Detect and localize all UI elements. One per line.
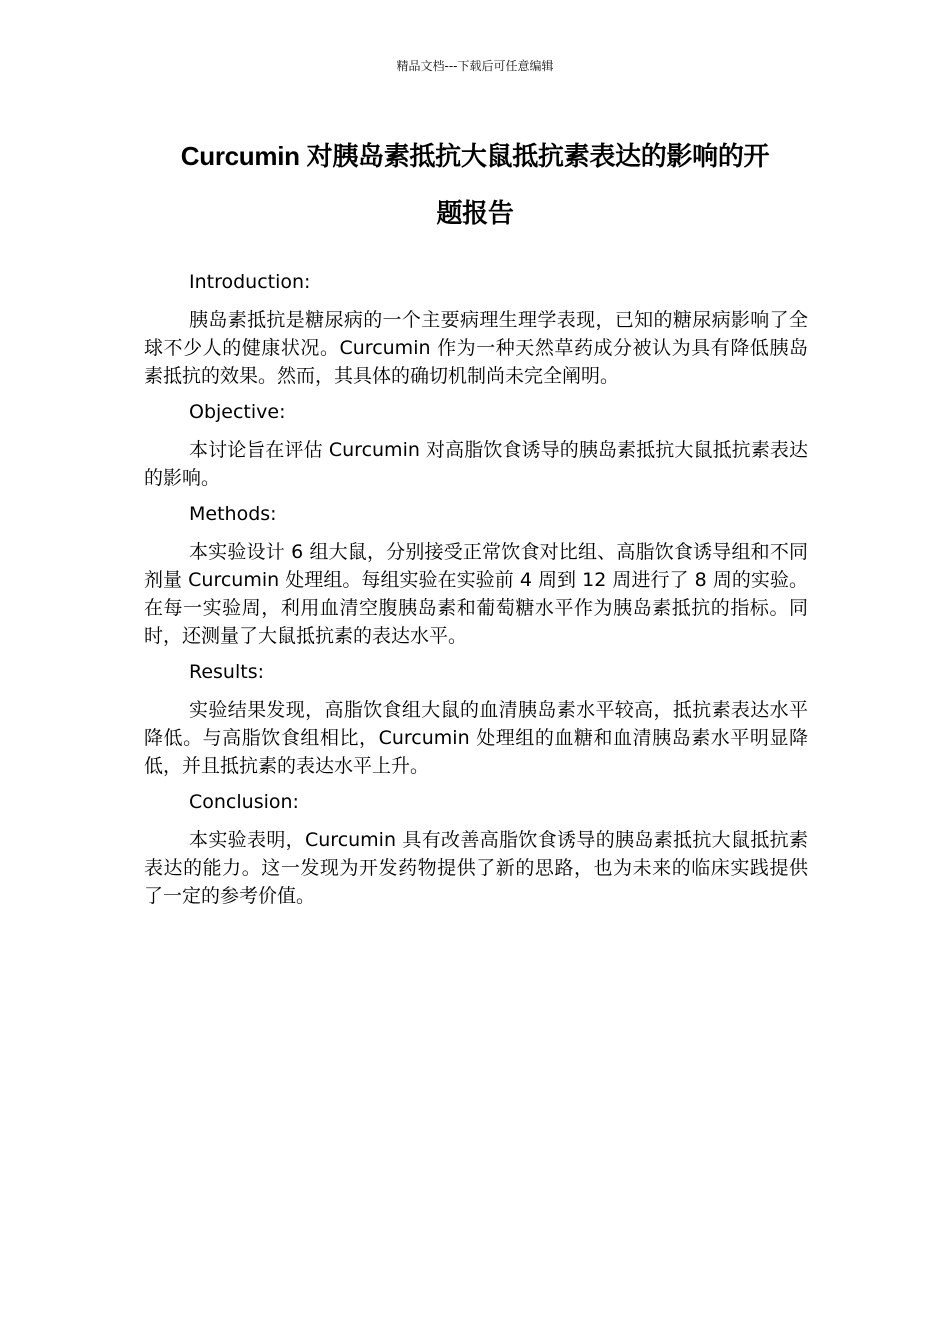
section-text-methods: 本实验设计 6 组大鼠，分别接受正常饮食对比组、高脂饮食诱导组和不同剂量 Curcumin 处理组。每组实验在实验前 4 周到 12 周进行了 8 周的实验。在每一实验周，利用血清空腹胰岛素和葡萄糖水平作为胰岛素抵抗的指标。同时，还测量了大鼠抵抗素的表达水平。 xyxy=(144,541,808,647)
section-heading-introduction: Introduction: xyxy=(189,271,311,293)
header-note: 精品文档---下载后可任意编辑 xyxy=(396,59,554,73)
section-text-results: 实验结果发现，高脂饮食组大鼠的血清胰岛素水平较高，抵抗素表达水平降低。与高脂饮食组相比，Curcumin 处理组的血糖和血清胰岛素水平明显降低，并且抵抗素的表达水平上升。 xyxy=(144,699,808,777)
document-body xyxy=(144,268,808,918)
section-text-introduction: 胰岛素抵抗是糖尿病的一个主要病理生理学表现，已知的糖尿病影响了全球不少人的健康状况。Curcumin 作为一种天然草药成分被认为具有降低胰岛素抵抗的效果。然而，其具体的确切机制尚未完全阐明。 xyxy=(144,309,808,387)
section-text-objective: 本讨论旨在评估 Curcumin 对高脂饮食诱导的胰岛素抵抗大鼠抵抗素表达的影响。 xyxy=(144,439,808,489)
section-heading-conclusion: Conclusion: xyxy=(189,791,299,813)
section-heading-results: Results: xyxy=(189,661,265,683)
section-heading-methods: Methods: xyxy=(189,503,277,525)
section-text-conclusion: 本实验表明，Curcumin 具有改善高脂饮食诱导的胰岛素抵抗大鼠抵抗素表达的能力。这一发现为开发药物提供了新的思路，也为未来的临床实践提供了一定的参考价值。 xyxy=(144,829,808,907)
document-title-line-1: Curcumin 对胰岛素抵抗大鼠抵抗素表达的影响的开 xyxy=(180,141,770,171)
section-heading-objective: Objective: xyxy=(189,401,286,423)
document-title-line-2: 题报告 xyxy=(436,198,514,228)
